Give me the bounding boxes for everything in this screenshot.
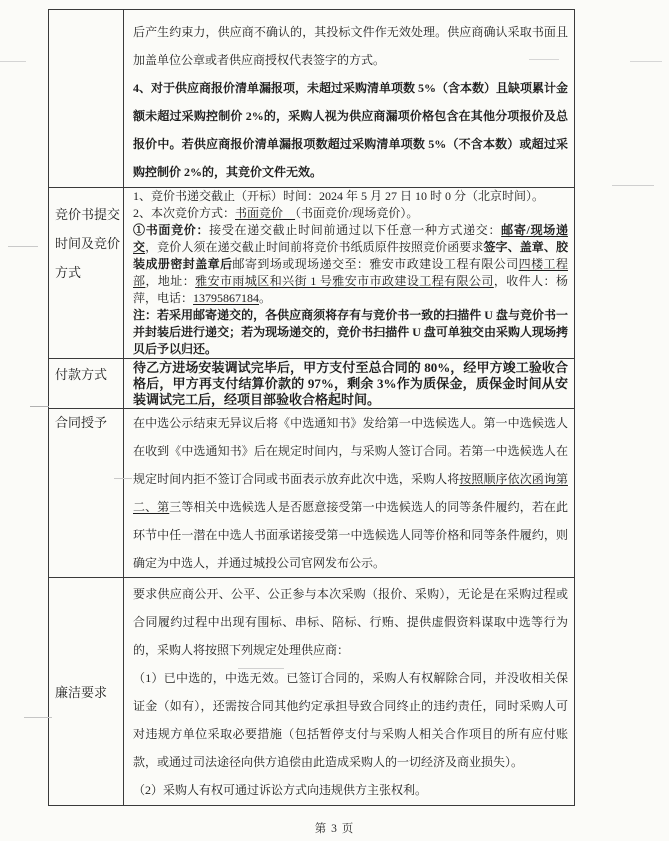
row-header-cell: 付款方式 [49, 359, 124, 408]
scan-artifact [0, 61, 26, 62]
text-run: 雅安市雨城区和兴街 1 号雅安市市政建设工程有限公司 [195, 274, 494, 288]
text-run: ，收件人：杨萍，电话： [133, 274, 568, 305]
paragraph [133, 664, 568, 776]
text-run: 在中选公示结束无异议后将《中选通知书》发给第一中选候选人。第一中选候选人在收到《中选通知书》后在规定时间内，与采购人签订合同。若第一中选候选人在规定时间内拒不签订合同或书面表示放弃此次中选，采购人将 [133, 416, 568, 486]
text-run: 书面竞价 [235, 206, 296, 220]
text-run: ①书面竞价： [133, 223, 210, 237]
table-row [49, 577, 574, 805]
paragraph [133, 18, 568, 74]
row-header-cell: 廉洁要求 [49, 578, 124, 805]
paragraph [133, 205, 568, 222]
text-run: 邮寄/现场递交 [133, 223, 568, 254]
scan-artifact [529, 59, 559, 60]
scan-artifact [238, 668, 284, 669]
text-run: 1、竞价书递交截止（开标）时间：2024 年 5 月 27 日 10 时 0 分（北京时间）。 [133, 189, 545, 203]
paragraph [133, 409, 568, 577]
page-number: 第 3 页 [314, 823, 355, 835]
text-run: 4、对于供应商报价清单漏报项，未超过采购清单项数 5%（含本数）且缺项累计金额未超过采购控制价 2%的，采购人视为供应商漏项价格包含在其他分项报价及总报价中。若供应商报价清单漏报项数超过采购清单项数 5%（不含本数）或超过采购控制价 2%的，其竞价文件无效。 [133, 81, 569, 179]
row-content-cell [124, 10, 574, 187]
text-run: ，地址： [145, 274, 196, 288]
scan-artifact [30, 406, 49, 407]
paragraph [133, 776, 568, 804]
row-content-cell [124, 409, 574, 577]
text-run: （2）采购人有权可通过诉讼方式向违规供方主张权利。 [133, 783, 428, 797]
table-row [49, 187, 574, 358]
procurement-terms-table [48, 9, 575, 806]
paragraph [133, 307, 568, 358]
row-header-cell: 竞价书提交时间及竞价方式 [49, 188, 124, 358]
row-content-cell [124, 578, 574, 805]
text-run: 邮寄到场或现场递交至：雅安市政建设工程有限公司 [232, 257, 519, 271]
scan-artifact [630, 61, 662, 62]
text-run: 按照顺序依次函询第二、第 [133, 472, 568, 514]
text-run: 13795867184 [193, 291, 260, 305]
paragraph [133, 360, 568, 408]
scan-artifact [24, 717, 52, 718]
text-run: 。 [259, 291, 272, 305]
text-run: （1）已中选的，中选无效。已签订合同的，采购人有权解除合同，并没收相关保证金（如有），还需按合同其他约定承担导致合同终止的违约责任，同时采购人可对违规方单位采取必要措施（包括暂停支付与采购人相关合作项目的所有应付账款，或通过司法途径向供方追偿由此造成采购人的一切经济及商业损失）。 [133, 671, 568, 769]
text-run: （书面竞价/现场竞价）。 [295, 206, 419, 220]
table-row [49, 408, 574, 577]
paragraph [133, 222, 568, 307]
paragraph [133, 188, 568, 205]
table-row [49, 10, 574, 187]
text-run: 待乙方进场安装调试完毕后，甲方支付至总合同的 80%，经甲方竣工验收合格后，甲方再支付结算价款的 97%，剩余 3%作为质保金，质保金时间从安装调试完工后，经项目部验收合格起时间。 [133, 360, 568, 407]
scan-artifact [612, 185, 654, 186]
scan-artifact [8, 246, 38, 247]
text-run: 后产生约束力，供应商不确认的，其投标文件作无效处理。供应商确认采取书面且加盖单位公章或者供应商授权代表签字的方式。 [133, 25, 568, 67]
table-row [49, 358, 574, 408]
row-header-cell: 合同授予 [49, 409, 124, 577]
row-header-cell [49, 10, 124, 187]
text-run: 注：若采用邮寄递交的，各供应商须将存有与竞价书一致的扫描件 U 盘与竞价书一并封装后进行递交；若为现场递交的，竞价书扫描件 U 盘可单独交由采购人现场拷贝后予以归还。 [133, 308, 568, 356]
text-run: 三等相关中选候选人是否愿意接受第一中选候选人的同等条件履约，若在此环节中任一潜在中选人书面承诺接受第一中选候选人同等价格和同等条件履约，则确定为中选人，并通过城投公司官网发布公示。 [133, 500, 568, 570]
row-content-cell [124, 359, 574, 408]
text-run: ，竞价人须在递交截止时间前将竞价书纸质原件按照竞价函要求 [145, 240, 484, 254]
text-run: 要求供应商公开、公平、公正参与本次采购（报价、采购），无论是在采购过程或合同履约过程中出现有围标、串标、陪标、行贿、提供虚假资料谋取中选等行为的，采购人将按照下列规定处理供应商： [133, 587, 568, 657]
text-run: 接受在递交截止时间前通过以下任意一种方式递交： [209, 223, 502, 237]
text-run: 签字、盖章、胶装成册密封盖章后 [133, 240, 568, 271]
row-content-cell [124, 188, 574, 358]
paragraph [133, 580, 568, 664]
paragraph [133, 74, 568, 186]
scan-artifact [114, 478, 132, 479]
text-run: 2、本次竞价方式： [133, 206, 236, 220]
text-run: 四楼工程部 [133, 257, 568, 288]
